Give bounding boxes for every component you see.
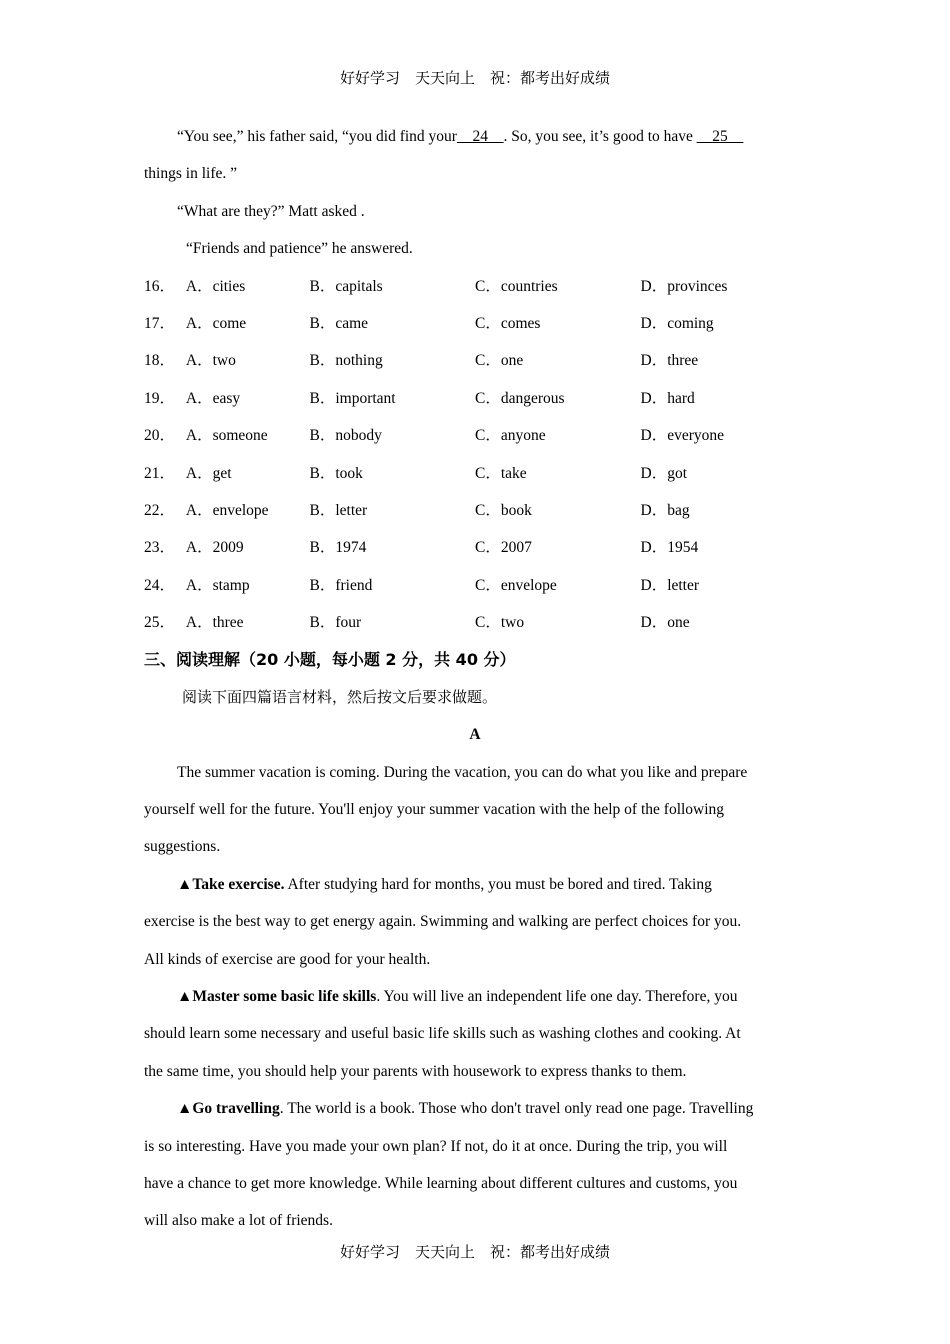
question-row bbox=[144, 380, 806, 417]
page-header: 好好学习 天天向上 祝：都考出好成绩 bbox=[339, 69, 610, 87]
story-text: . So, you see, it’s good to have bbox=[503, 128, 697, 145]
option-b: B．1974 bbox=[309, 539, 367, 557]
option-a: A．2009 bbox=[185, 539, 244, 557]
option-b: B．took bbox=[309, 464, 363, 482]
passage-line: exercise is the best way to get energy again. Swimming and walking are perfect choices for you. bbox=[144, 913, 742, 931]
question-row bbox=[144, 529, 806, 566]
passage-line: will also make a lot of friends. bbox=[144, 1212, 333, 1230]
option-c: C．two bbox=[475, 614, 525, 632]
passage-line: All kinds of exercise are good for your health. bbox=[144, 950, 431, 968]
question-number: 21． bbox=[144, 464, 176, 482]
story-line-1 bbox=[144, 118, 806, 155]
tip-heading: ▲Go travelling bbox=[177, 1100, 280, 1118]
passage-line: the same time, you should help your parents with housework to express thanks to them. bbox=[144, 1062, 687, 1080]
question-row bbox=[144, 455, 806, 492]
option-c: C．anyone bbox=[475, 427, 546, 445]
option-b: B．nothing bbox=[309, 352, 383, 370]
passage-label: A bbox=[469, 726, 481, 744]
passage-line: suggestions. bbox=[144, 838, 221, 856]
tip-go-travelling bbox=[144, 1090, 806, 1127]
option-d: D．bag bbox=[640, 501, 690, 519]
option-c: C．one bbox=[475, 352, 524, 370]
passage-line: should learn some necessary and useful basic life skills such as washing clothes and cooking. At bbox=[144, 1025, 741, 1043]
tip-text: After studying hard for months, you must be bored and tired. Taking bbox=[284, 875, 712, 893]
question-number: 20． bbox=[144, 427, 176, 445]
option-c: C．take bbox=[475, 464, 527, 482]
question-number: 16． bbox=[144, 277, 176, 295]
tip-take-exercise bbox=[144, 866, 806, 903]
option-b: B．friend bbox=[309, 576, 373, 594]
blank-24: __24__ bbox=[456, 128, 504, 145]
page-footer: 好好学习 天天向上 祝：都考出好成绩 bbox=[339, 1243, 610, 1261]
option-a: A．someone bbox=[185, 427, 268, 445]
question-row bbox=[144, 492, 806, 529]
passage-line: yourself well for the future. You'll enjoy your summer vacation with the help of the following bbox=[144, 801, 725, 819]
option-a: A．three bbox=[185, 614, 244, 632]
option-c: C．envelope bbox=[475, 576, 557, 594]
question-number: 19． bbox=[144, 389, 176, 407]
option-a: A．easy bbox=[185, 389, 241, 407]
option-d: D．one bbox=[640, 614, 690, 632]
question-number: 22． bbox=[144, 501, 176, 519]
question-number: 24． bbox=[144, 576, 176, 594]
option-c: C．dangerous bbox=[475, 389, 565, 407]
passage-line: have a chance to get more knowledge. While learning about different cultures and customs, you bbox=[144, 1174, 738, 1192]
option-b: B．important bbox=[309, 389, 396, 407]
option-b: B．capitals bbox=[309, 277, 383, 295]
question-row bbox=[144, 417, 806, 454]
option-b: B．letter bbox=[309, 501, 368, 519]
option-a: A．stamp bbox=[185, 576, 250, 594]
question-row bbox=[144, 305, 806, 342]
tip-text: . The world is a book. Those who don't travel only read one page. Travelling bbox=[279, 1100, 754, 1118]
option-a: A．two bbox=[185, 352, 236, 370]
question-number: 23． bbox=[144, 539, 176, 557]
document-body bbox=[144, 118, 806, 1240]
story-line-3: “What are they?” Matt asked . bbox=[177, 202, 365, 220]
section-instruction: 阅读下面四篇语言材料，然后按文后要求做题。 bbox=[182, 687, 498, 706]
option-d: D．three bbox=[640, 352, 699, 370]
option-b: B．came bbox=[309, 314, 369, 332]
question-list bbox=[144, 268, 806, 642]
option-a: A．cities bbox=[185, 277, 246, 295]
tip-life-skills bbox=[144, 978, 806, 1015]
question-row bbox=[144, 268, 806, 305]
question-number: 18． bbox=[144, 352, 176, 370]
option-d: D．letter bbox=[640, 576, 700, 594]
option-a: A．come bbox=[185, 314, 247, 332]
option-a: A．get bbox=[185, 464, 232, 482]
option-d: D．coming bbox=[640, 314, 714, 332]
option-d: D．everyone bbox=[640, 427, 724, 445]
option-c: C．2007 bbox=[475, 539, 532, 557]
story-line-4: “Friends and patience” he answered. bbox=[186, 240, 413, 258]
question-row bbox=[144, 604, 806, 641]
option-b: B．four bbox=[309, 614, 362, 632]
question-row bbox=[144, 567, 806, 604]
question-number: 17． bbox=[144, 314, 176, 332]
option-d: D．got bbox=[640, 464, 688, 482]
blank-25: __25__ bbox=[696, 128, 744, 145]
option-c: C．comes bbox=[475, 314, 541, 332]
option-a: A．envelope bbox=[185, 501, 269, 519]
tip-heading: ▲Master some basic life skills bbox=[177, 987, 377, 1005]
tip-text: . You will live an independent life one day. Therefore, you bbox=[376, 987, 738, 1005]
option-b: B．nobody bbox=[309, 427, 382, 445]
passage-line: The summer vacation is coming. During the vacation, you can do what you like and prepare bbox=[177, 763, 748, 781]
option-c: C．book bbox=[475, 501, 532, 519]
question-row bbox=[144, 342, 806, 379]
story-text: “You see,” his father said, “you did find your bbox=[177, 128, 457, 145]
tip-heading: ▲Take exercise. bbox=[177, 875, 285, 893]
option-c: C．countries bbox=[475, 277, 558, 295]
question-number: 25． bbox=[144, 614, 176, 632]
passage-line: is so interesting. Have you made your own plan? If not, do it at once. During the trip, you will bbox=[144, 1137, 728, 1155]
option-d: D．provinces bbox=[640, 277, 728, 295]
option-d: D．hard bbox=[640, 389, 695, 407]
story-line-2: things in life. ” bbox=[144, 165, 237, 183]
section-title: 三、阅读理解（20 小题，每小题 2 分，共 40 分） bbox=[144, 650, 516, 670]
option-d: D．1954 bbox=[640, 539, 699, 557]
